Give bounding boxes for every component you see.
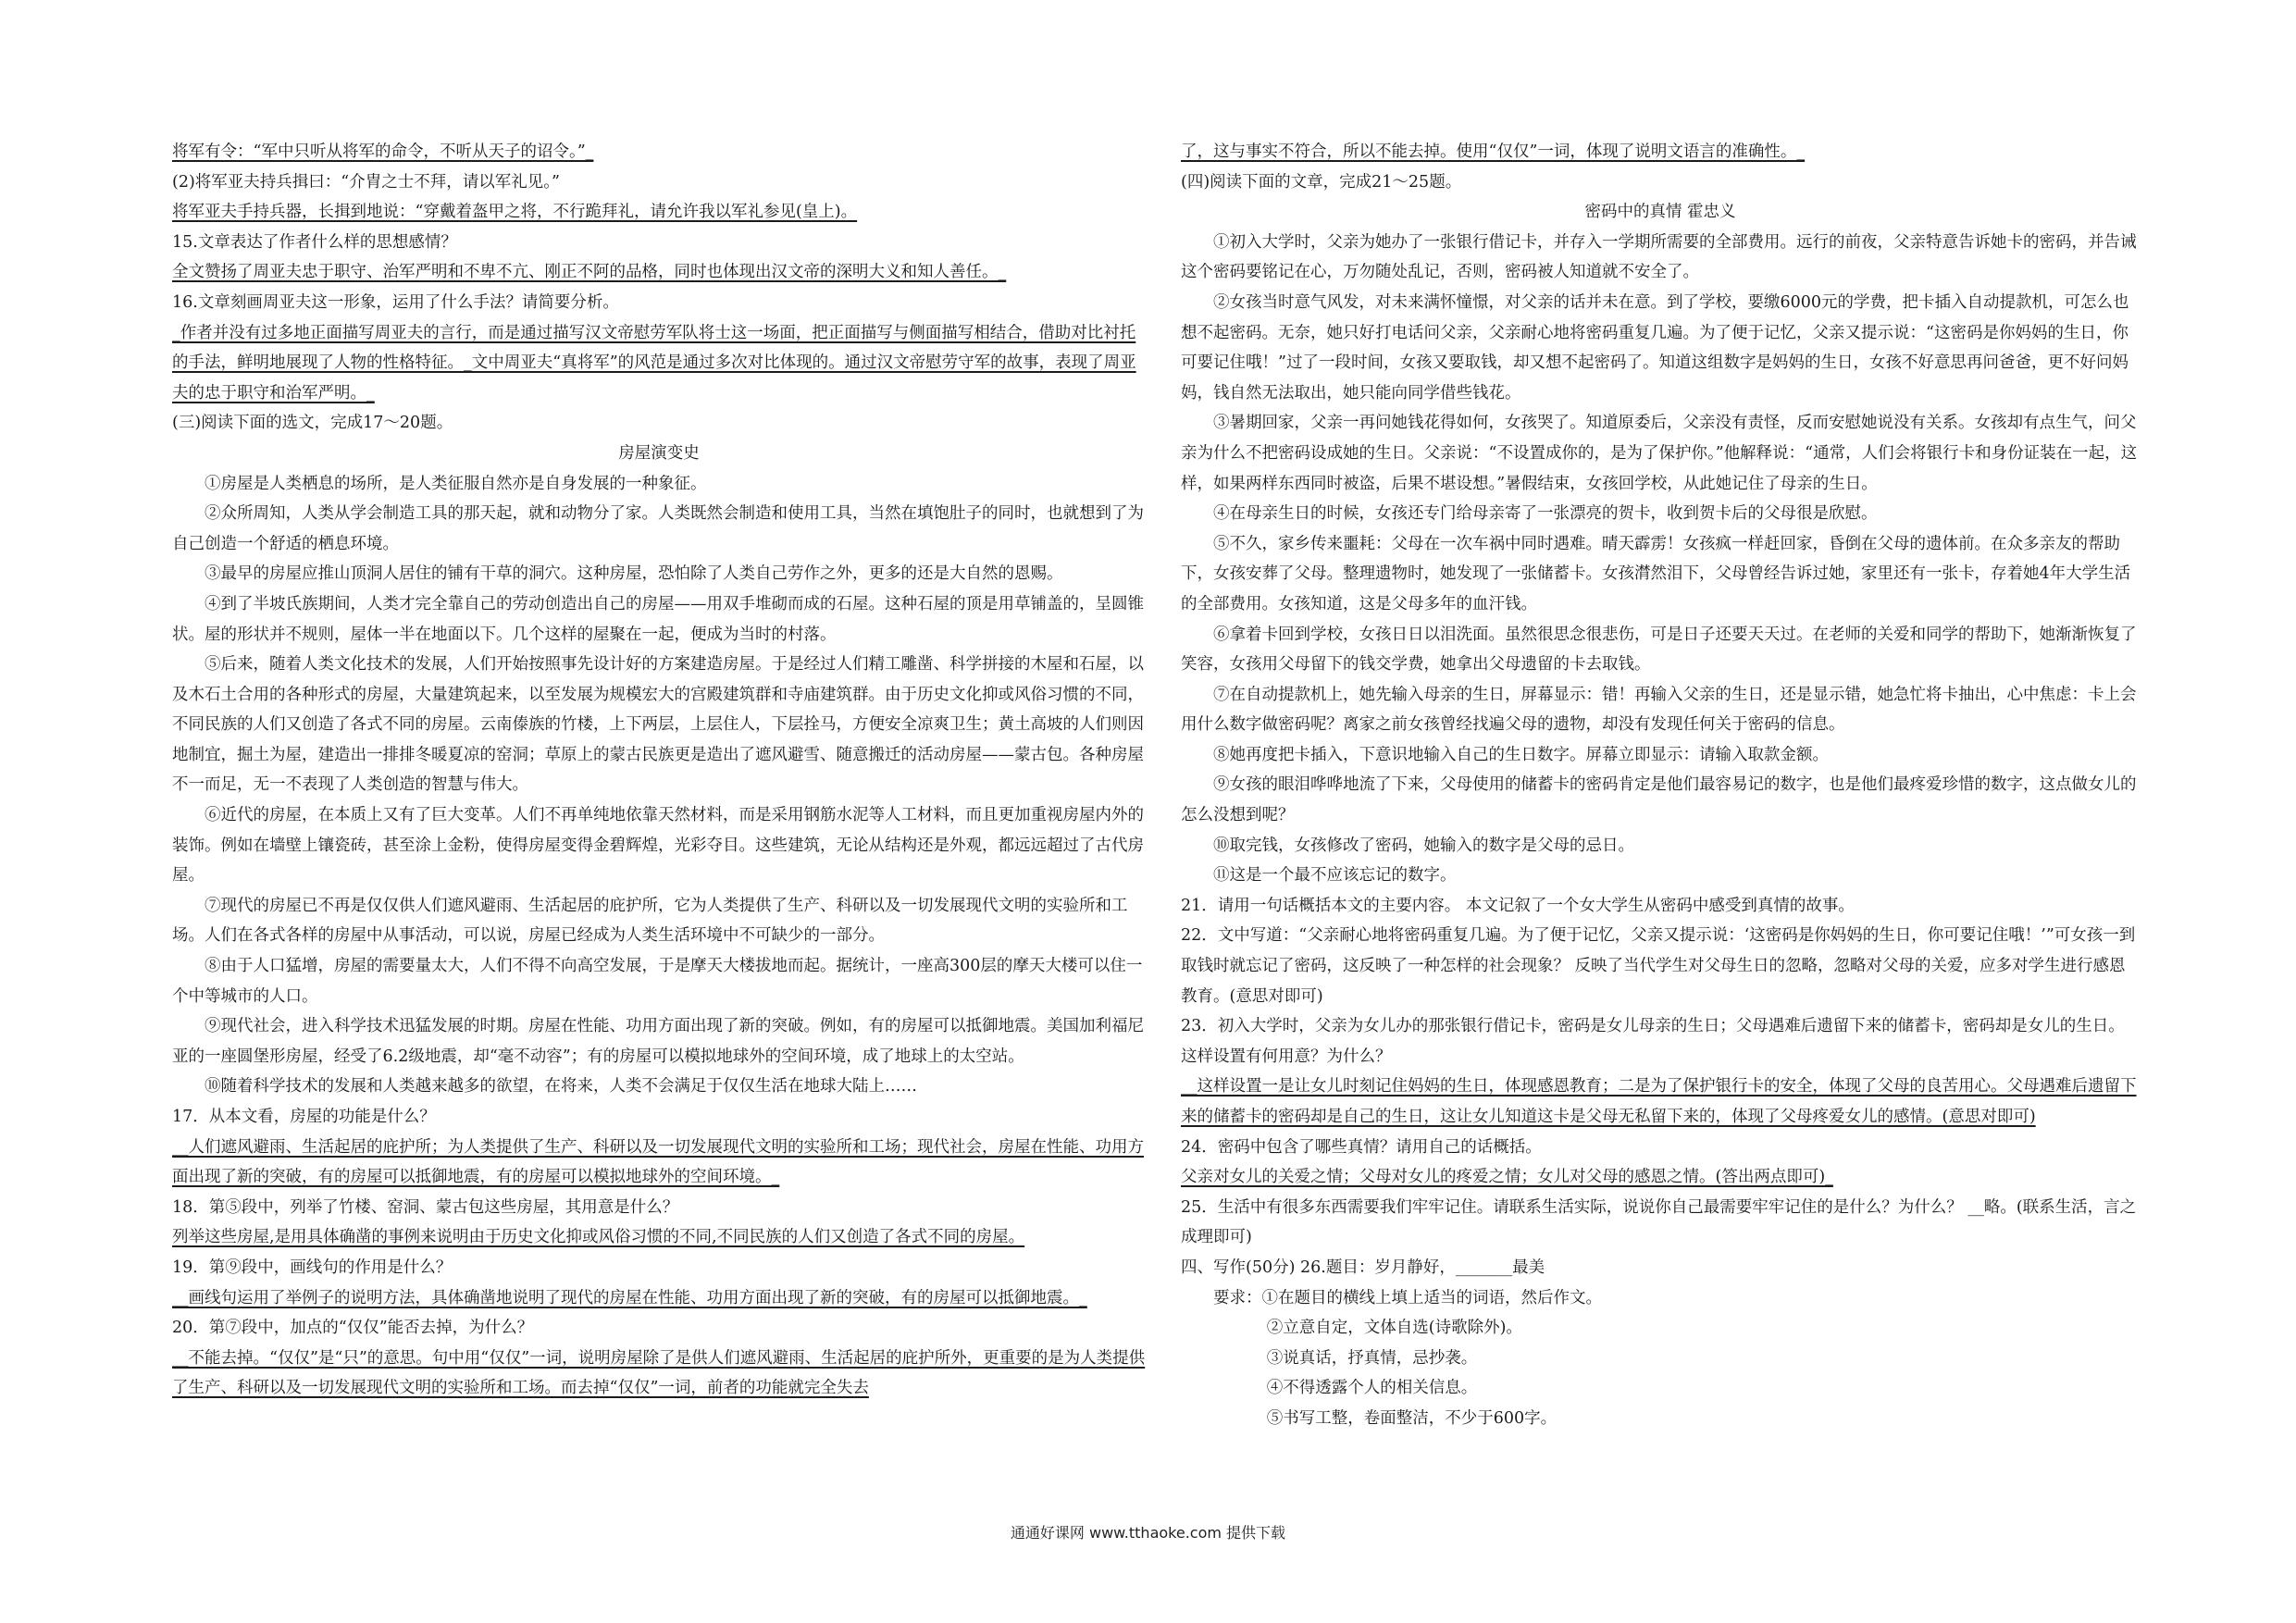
left-paragraph: 18．第⑤段中，列举了竹楼、窑洞、蒙古包这些房屋，其用意是什么？ — [172, 1197, 679, 1217]
left-paragraph: 16.文章刻画周亚夫这一形象，运用了什么手法？请简要分析。 — [172, 292, 619, 312]
left-paragraph: 房屋演变史 — [618, 443, 700, 463]
right-paragraph: ⑪这是一个最不应该忘记的数字。 — [1213, 866, 1457, 886]
left-paragraph: 列举这些房屋,是用具体确凿的事例来说明由于历史文化抑或风俗习惯的不同,不同民族的人们又创造了各式不同的房屋。 — [172, 1228, 1025, 1247]
right-paragraph: 21．请用一句话概括本文的主要内容。 本文记叙了一个女大学生从密码中感受到真情的故事。 — [1181, 896, 1855, 915]
left-paragraph: 20．第⑦段中，加点的“仅仅”能否去掉，为什么？ — [172, 1319, 534, 1338]
right-paragraph: ②立意自定，文体自选(诗歌除外)。 — [1266, 1319, 1522, 1338]
right-paragraph: ⑤不久，家乡传来噩耗：父母在一次车祸中同时遇难。晴天霹雳！女孩疯一样赶回家，昏倒在父母的遗体前。在众多亲友的帮助下，女孩安葬了父母。整理遗物时，她发现了一张储蓄卡。女孩潸然泪下，父母曾经告诉过她，家里还有一张卡，存着她4年大学生活的全部费用。女孩知道，这是父母多年的血汗钱。 — [1181, 534, 2131, 613]
left-paragraph: __画线句运用了举例子的说明方法，具体确凿地说明了现代的房屋在性能、功用方面出现了新的突破，有的房屋可以抵御地震。_ — [172, 1288, 1087, 1307]
left-paragraph: 19．第⑨段中，画线句的作用是什么？ — [172, 1258, 453, 1277]
right-paragraph: ⑥拿着卡回到学校，女孩日日以泪洗面。虽然很思念很悲伤，可是日子还要天天过。在老师的关爱和同学的帮助下，她渐渐恢复了笑容，女孩用父母留下的钱交学费，她拿出父母遗留的卡去取钱。 — [1181, 625, 2137, 675]
right-paragraph: 22．文中写道：“父亲耐心地将密码重复几遍。为了便于记忆，父亲又提示说：‘这密码是你妈妈的生日，你可要记住哦！’”可女孩一到取钱时就忘记了密码，这反映了一种怎样的社会现象？ 反映了当代学生对父母生日的忽略，忽略对父母的关爱，应多对学生进行感恩教育。(意思对即可) — [1181, 926, 2136, 1006]
right-paragraph: __这样设置一是让女儿时刻记住妈妈的生日，体现感恩教育；二是为了保护银行卡的安全，体现了父母的良苦用心。父母遇难后遗留下来的储蓄卡的密码却是自己的生日，这让女儿知道这卡是父母无私留下来的，体现了父母疼爱女儿的感情。(意思对即可) — [1181, 1077, 2137, 1126]
right-paragraph: 24．密码中包含了哪些真情？请用自己的话概括。 — [1181, 1137, 1542, 1157]
right-paragraph: ⑤书写工整，卷面整洁，不少于600字。 — [1266, 1408, 1558, 1428]
left-paragraph: 15.文章表达了作者什么样的思想感情？ — [172, 232, 457, 252]
left-paragraph: _作者并没有过多地正面描写周亚夫的言行，而是通过描写汉文帝慰劳军队将士这一场面，把正面描写与侧面描写相结合，借助对比衬托的手法，鲜明地展现了人物的性格特征。_文中周亚夫“真将军”的风范是通过多次对比体现的。通过汉文帝慰劳守军的故事，表现了周亚夫的忠于职守和治军严明。_ — [172, 323, 1136, 403]
page-footer: 通通好课网 www.tthaoke.com 提供下载 — [1010, 1524, 1286, 1542]
right-paragraph: ⑩取完钱，女孩修改了密码，她输入的数字是父母的忌日。 — [1213, 836, 1634, 855]
left-paragraph: (2)将军亚夫持兵揖曰：“介胄之士不拜，请以军礼见。” — [172, 172, 560, 192]
left-paragraph: ⑨现代社会，进入科学技术迅猛发展的时期。房屋在性能、功用方面出现了新的突破。例如，有的房屋可以抵御地震。美国加利福尼亚的一座圆堡形房屋，经受了6.2级地震，却“毫不动容”；有的房屋可以模拟地球外的空间环境，成了地球上的太空站。 — [172, 1017, 1144, 1066]
right-paragraph: (四)阅读下面的文章，完成21～25题。 — [1181, 172, 1462, 192]
right-paragraph: 要求：①在题目的横线上填上适当的词语，然后作文。 — [1213, 1288, 1602, 1307]
right-paragraph: ③说真话，抒真情，忌抄袭。 — [1266, 1348, 1478, 1368]
left-column — [172, 137, 1146, 1404]
right-paragraph: ⑧她再度把卡插入，下意识地输入自己的生日数字。屏幕立即显示：请输入取款金额。 — [1213, 745, 1829, 764]
left-paragraph: 全文赞扬了周亚夫忠于职守、治军严明和不卑不亢、刚正不阿的品格，同时也体现出汉文帝的深明大义和知人善任。_ — [172, 263, 1007, 282]
right-paragraph: ①初入大学时，父亲为她办了一张银行借记卡，并存入一学期所需要的全部费用。远行的前夜，父亲特意告诉她卡的密码，并告诫这个密码要铭记在心，万勿随处乱记，否则，密码被人知道就不安全了。 — [1181, 232, 2137, 282]
left-paragraph: ②众所周知，人类从学会制造工具的那天起，就和动物分了家。人类既然会制造和使用工具，当然在填饱肚子的同时，也就想到了为自己创造一个舒适的栖息环境。 — [172, 504, 1144, 553]
right-paragraph: 了，这与事实不符合，所以不能去掉。使用“仅仅”一词，体现了说明文语言的准确性。_ — [1181, 142, 1806, 161]
right-paragraph: 23．初入大学时，父亲为女儿办的那张银行借记卡，密码是女儿母亲的生日；父母遇难后遗留下来的储蓄卡，密码却是女儿的生日。这样设置有何用意？为什么？ — [1181, 1017, 2125, 1066]
left-paragraph: __不能去掉。“仅仅”是“只”的意思。句中用“仅仅”一词，说明房屋除了是供人们遮风避雨、生活起居的庇护所外，更重要的是为人类提供了生产、科研以及一切发展现代文明的实验所和工场。而去掉“仅仅”一词，前者的功能就完全失去 — [172, 1348, 1146, 1398]
right-paragraph: 四、写作(50分) 26.题目：岁月静好，_______最美 — [1181, 1258, 1545, 1277]
left-paragraph: 将军亚夫手持兵器，长揖到地说：“穿戴着盔甲之将，不行跪拜礼，请允许我以军礼参见(皇上)。 — [172, 203, 858, 222]
left-paragraph: ⑧由于人口猛增，房屋的需要量太大，人们不得不向高空发展，于是摩天大楼拔地而起。据统计，一座高300层的摩天大楼可以住一个中等城市的人口。 — [172, 957, 1143, 1006]
right-paragraph: 父亲对女儿的关爱之情；父母对女儿的疼爱之情；女儿对父母的感恩之情。(答出两点即可)_ — [1181, 1168, 1833, 1187]
left-paragraph: __人们遮风避雨、生活起居的庇护所；为人类提供了生产、科研以及一切发展现代文明的实验所和工场；现代社会，房屋在性能、功用方面出现了新的突破，有的房屋可以抵御地震，有的房屋可以模拟地球外的空间环境。_ — [172, 1137, 1144, 1187]
right-paragraph: 25．生活中有很多东西需要我们牢牢记住。请联系生活实际，说说你自己最需要牢牢记住的是什么？为什么？ __略。(联系生活，言之成理即可) — [1181, 1197, 2137, 1247]
left-paragraph: ①房屋是人类栖息的场所，是人类征服自然亦是自身发展的一种象征。 — [205, 474, 707, 493]
left-paragraph: (三)阅读下面的选文，完成17～20题。 — [172, 414, 453, 433]
left-paragraph: ③最早的房屋应推山顶洞人居住的铺有干草的洞穴。这种房屋，恐怕除了人类自己劳作之外，更多的还是大自然的恩赐。 — [205, 564, 1063, 584]
right-column — [1181, 137, 2140, 1434]
right-paragraph: 密码中的真情 霍忠义 — [1584, 203, 1736, 222]
right-paragraph: ⑨女孩的眼泪哗哗地流了下来，父母使用的储蓄卡的密码肯定是他们最容易记的数字，也是他们最疼爱珍惜的数字，这点做女儿的怎么没想到呢？ — [1181, 775, 2137, 825]
right-paragraph: ③暑期回家，父亲一再问她钱花得如何，女孩哭了。知道原委后，父亲没有责怪，反而安慰她说没有关系。女孩却有点生气，问父亲为什么不把密码设成她的生日。父亲说：“不设置成你的，是为了保护你。”他解释说：“通常，人们会将银行卡和身份证装在一起，这样，如果两样东西同时被盗，后果不堪设想。”暑假结束，女孩回学校，从此她记住了母亲的生日。 — [1181, 414, 2138, 493]
left-paragraph: 17．从本文看，房屋的功能是什么？ — [172, 1108, 436, 1126]
right-paragraph: ⑦在自动提款机上，她先输入母亲的生日，屏幕显示：错！再输入父亲的生日，还是显示错，她急忙将卡抽出，心中焦虑：卡上会用什么数字做密码呢？离家之前女孩曾经找遍父母的遗物，却没有发现任何关于密码的信息。 — [1181, 685, 2137, 735]
left-paragraph: 将军有令：“军中只听从将军的命令，不听从天子的诏令。”_ — [172, 142, 594, 161]
left-paragraph: ⑤后来，随着人类文化技术的发展，人们开始按照事先设计好的方案建造房屋。于是经过人们精工雕凿、科学拼接的木屋和石屋，以及木石土合用的各种形式的房屋，大量建筑起来，以至发展为规模宏大的宫殿建筑群和寺庙建筑群。由于历史文化抑或风俗习惯的不同，不同民族的人们又创造了各式不同的房屋。云南傣族的竹楼，上下两层，上层住人，下层拴马，方便安全凉爽卫生；黄土高坡的人们则因地制宜，掘土为屋，建造出一排排冬暖夏凉的窑洞；草原上的蒙古民族更是造出了遮风避雪、随意搬迁的活动房屋——蒙古包。各种房屋不一而足，无一不表现了人类创造的智慧与伟大。 — [172, 655, 1144, 795]
left-paragraph: ⑥近代的房屋，在本质上又有了巨大变革。人们不再单纯地依靠天然材料，而是采用钢筋水泥等人工材料，而且更加重视房屋内外的装饰。例如在墙壁上镶瓷砖，甚至涂上金粉，使得房屋变得金碧辉煌，光彩夺目。这些建筑，无论从结构还是外观，都远远超过了古代房屋。 — [172, 806, 1144, 886]
right-paragraph: ④不得透露个人的相关信息。 — [1266, 1379, 1478, 1398]
left-paragraph: ④到了半坡氏族期间，人类才完全靠自己的劳动创造出自己的房屋——用双手堆砌而成的石屋。这种石屋的顶是用草铺盖的，呈圆锥状。屋的形状并不规则，屋体一半在地面以下。几个这样的屋聚在一起，便成为当时的村落。 — [172, 594, 1144, 644]
left-paragraph: ⑩随着科学技术的发展和人类越来越多的欲望，在将来，人类不会满足于仅仅生活在地球大陆上…… — [205, 1077, 917, 1096]
right-paragraph: ④在母亲生日的时候，女孩还专门给母亲寄了一张漂亮的贺卡，收到贺卡后的父母很是欣慰。 — [1213, 504, 1878, 524]
left-paragraph: ⑦现代的房屋已不再是仅仅供人们遮风避雨、生活起居的庇护所，它为人类提供了生产、科研以及一切发展现代文明的实验所和工场。人们在各式各样的房屋中从事活动，可以说，房屋已经成为人类生活环境中不可缺少的一部分。 — [172, 896, 1128, 946]
right-paragraph: ②女孩当时意气风发，对未来满怀憧憬，对父亲的话并未在意。到了学校，要缴6000元的学费，把卡插入自动提款机，可怎么也想不起密码。无奈，她只好打电话问父亲，父亲耐心地将密码重复几遍。为了便于记忆，父亲又提示说：“这密码是你妈妈的生日，你可要记住哦！”过了一段时间，女孩又要取钱，却又想不起密码了。知道这组数字是妈妈的生日，女孩不好意思再问爸爸，更不好问妈妈，钱自然无法取出，她只能向同学借些钱花。 — [1181, 292, 2129, 403]
